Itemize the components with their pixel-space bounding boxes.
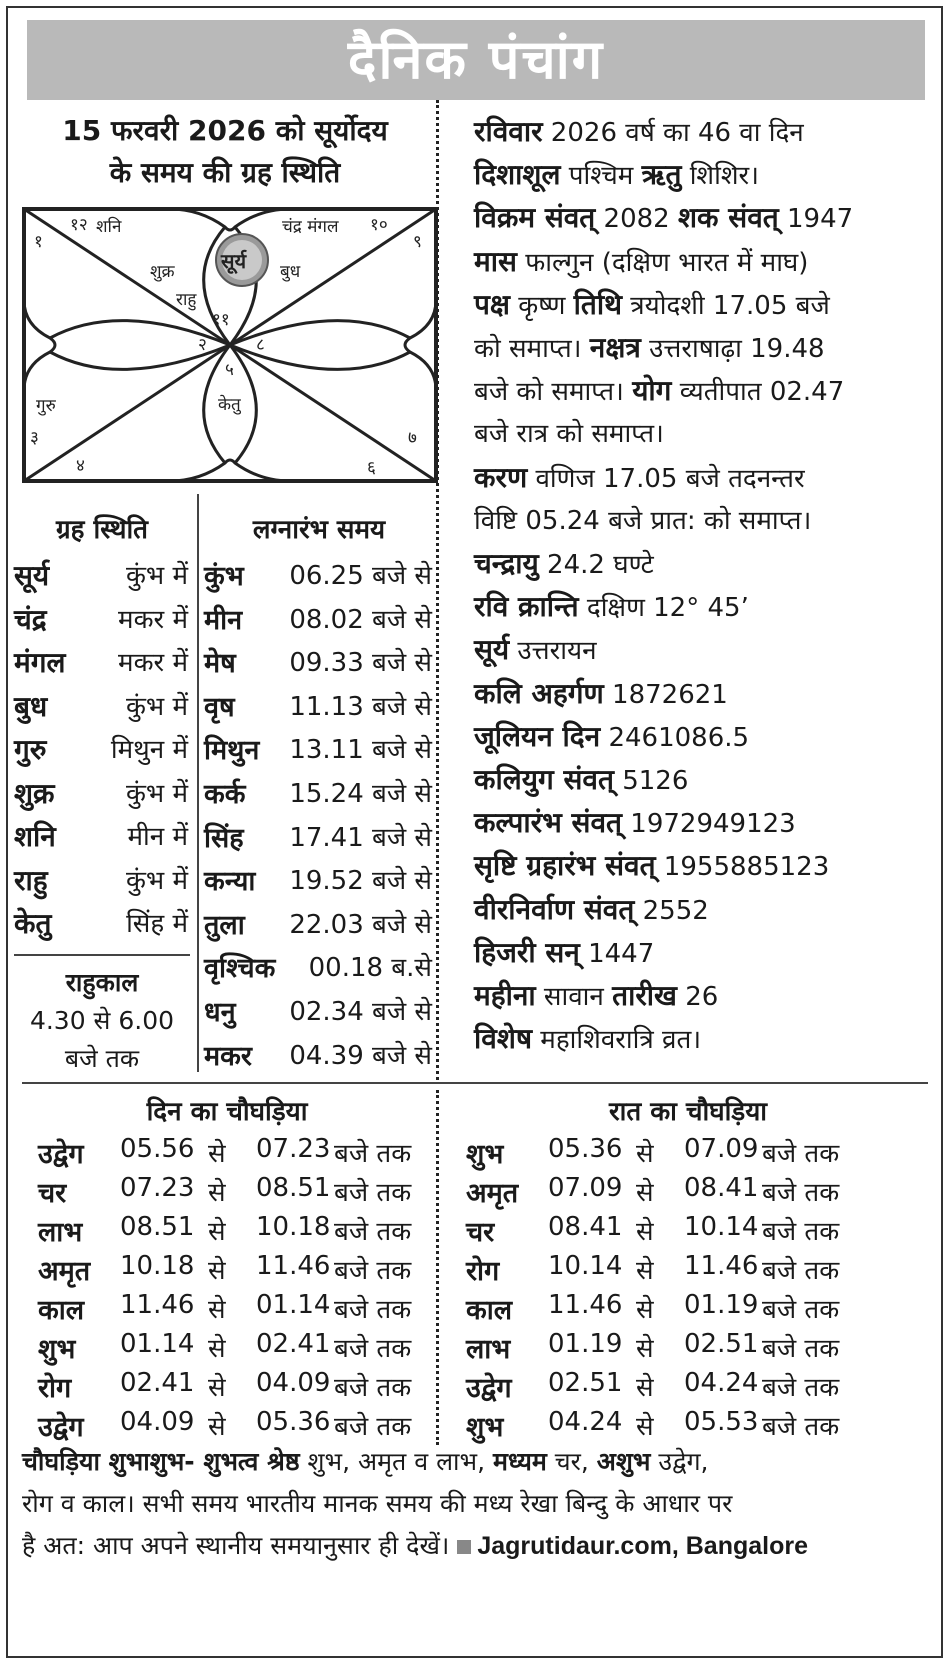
- choghadiya-from: 10.14: [548, 1251, 623, 1281]
- info-key: वीरनिर्वाण संवत्: [474, 892, 635, 926]
- rahukaal-suffix: बजे तक: [64, 1044, 140, 1073]
- graha-rashi: मकर में: [118, 648, 188, 678]
- info-value: 1872621: [603, 679, 728, 710]
- info-row: [474, 544, 654, 582]
- info-row: [474, 501, 811, 537]
- choghadiya-se: से: [208, 1256, 226, 1286]
- lagna-time: 02.34 बजे से: [289, 997, 432, 1027]
- house-10: १०: [370, 215, 388, 235]
- choghadiya-to: 02.51: [684, 1329, 759, 1359]
- info-row: [474, 198, 853, 236]
- choghadiya-se: से: [636, 1139, 654, 1169]
- choghadiya-name: उद्वेग: [466, 1373, 512, 1404]
- info-key: नक्षत्र: [589, 331, 641, 364]
- choghadiya-name: उद्वेग: [38, 1412, 84, 1443]
- choghadiya-name: शुभ: [466, 1412, 504, 1443]
- info-value: 1947: [778, 204, 854, 235]
- graha-planet: शनि: [14, 820, 56, 853]
- graha-rashi: कुंभ में: [125, 691, 188, 722]
- lagna-heading: लग्नारंभ समय: [252, 515, 386, 545]
- planet-h5: केतु: [218, 395, 241, 415]
- lagna-rashi: धनु: [204, 997, 236, 1028]
- lagna-time: 19.52 बजे से: [289, 866, 432, 897]
- page-title: दैनिक पंचांग: [27, 20, 925, 100]
- info-key: कल्पारंभ संवत्: [474, 806, 623, 840]
- footer-key-1: चौघड़िया शुभाशुभ- शुभत्व श्रेष्ठ: [22, 1447, 300, 1476]
- footer-text-3: उद्वेग,: [650, 1447, 709, 1476]
- divider-rahukaal: [14, 954, 190, 956]
- planet-h10: चंद्र मंगल: [282, 217, 339, 237]
- info-row: [474, 933, 654, 971]
- info-key: दिशाशूल: [474, 158, 561, 192]
- info-value: वणिज 17.05 बजे तदनन्तर: [527, 463, 805, 494]
- choghadiya-se: से: [208, 1412, 226, 1442]
- kundli-curve-top: [170, 209, 290, 230]
- choghadiya-from: 11.46: [120, 1290, 195, 1320]
- choghadiya-to: 04.24: [684, 1368, 759, 1398]
- lagna-time: 08.02 बजे से: [289, 604, 432, 635]
- rahukaal-heading: राहुकाल: [65, 968, 139, 997]
- choghadiya-to: 08.41: [684, 1173, 759, 1203]
- choghadiya-se: से: [636, 1373, 654, 1403]
- choghadiya-from: 10.18: [120, 1251, 195, 1281]
- graha-planet: राहु: [14, 863, 48, 897]
- lagna-rashi: मीन: [204, 604, 243, 636]
- chart-heading: [20, 110, 430, 194]
- footer-line-3-text: है अत: आप अपने स्थानीय समयानुसार ही देखें।: [22, 1531, 450, 1560]
- choghadiya-to: 07.23: [256, 1134, 331, 1164]
- choghadiya-se: से: [636, 1412, 654, 1442]
- choghadiya-se: से: [208, 1295, 226, 1325]
- info-value: फाल्गुन (दक्षिण भारत में माघ): [516, 247, 809, 278]
- choghadiya-tak: बजे तक: [762, 1295, 840, 1325]
- info-value: 1955885123: [655, 852, 830, 883]
- graha-planet: शुक्र: [14, 776, 55, 810]
- choghadiya-row: [38, 1212, 458, 1248]
- house-11: ११: [212, 310, 230, 330]
- divider-graha-lagna: [197, 494, 199, 1072]
- choghadiya-tak: बजे तक: [334, 1373, 412, 1403]
- choghadiya-from: 01.19: [548, 1329, 623, 1359]
- info-value: 24.2 घण्टे: [538, 550, 654, 580]
- choghadiya-from: 02.51: [548, 1368, 623, 1398]
- graha-rashi: मिथुन में: [110, 735, 188, 765]
- lagna-rashi: तुला: [204, 909, 245, 941]
- info-key: ऋतु: [641, 158, 682, 192]
- choghadiya-from: 04.09: [120, 1407, 195, 1437]
- info-row: [474, 674, 728, 712]
- info-value: 1972949123: [622, 809, 796, 840]
- choghadiya-to: 10.18: [256, 1212, 331, 1242]
- choghadiya-to: 04.09: [256, 1368, 331, 1398]
- info-row: [474, 414, 664, 450]
- choghadiya-name: शुभ: [38, 1334, 76, 1365]
- lagna-rashi: कुंभ: [204, 561, 244, 592]
- choghadiya-name: काल: [466, 1295, 513, 1326]
- house-7: ७: [408, 428, 417, 448]
- lagna-time: 11.13 बजे से: [289, 691, 432, 722]
- info-row: [474, 112, 804, 150]
- choghadiya-tak: बजे तक: [334, 1412, 412, 1442]
- planet-h11-left: शुक्र: [150, 262, 175, 282]
- choghadiya-name: उद्वेग: [38, 1139, 84, 1170]
- house-6: ६: [367, 458, 376, 478]
- info-row: [474, 458, 805, 496]
- info-row: [474, 717, 749, 755]
- lagna-time: 17.41 बजे से: [289, 822, 432, 853]
- choghadiya-se: से: [636, 1178, 654, 1208]
- choghadiya-to: 02.41: [256, 1329, 331, 1359]
- choghadiya-se: से: [208, 1373, 226, 1403]
- info-row: [474, 630, 597, 668]
- info-value: शिशिर।: [681, 161, 760, 192]
- info-row: [474, 846, 829, 884]
- brand-name: Jagrutidaur.com, Bangalore: [477, 1532, 808, 1560]
- choghadiya-name: रोग: [38, 1373, 72, 1404]
- lagna-time: 06.25 बजे से: [289, 561, 432, 591]
- info-value: सावान: [535, 982, 613, 1012]
- info-value: दक्षिण 12° 45’: [578, 593, 749, 624]
- choghadiya-row: [466, 1407, 886, 1443]
- choghadiya-row: [466, 1173, 886, 1209]
- choghadiya-name: शुभ: [466, 1139, 504, 1170]
- planet-h12: शनि: [96, 217, 122, 237]
- info-row: [474, 328, 825, 366]
- choghadiya-to: 05.53: [684, 1407, 759, 1437]
- graha-rashi: सिंह में: [126, 909, 188, 939]
- kundli-curve-left: [24, 300, 55, 390]
- info-key: कलियुग संवत्: [474, 763, 614, 796]
- lagna-rashi: वृश्चिक: [204, 953, 276, 985]
- choghadiya-tak: बजे तक: [334, 1334, 412, 1364]
- choghadiya-se: से: [208, 1178, 226, 1208]
- info-row: [474, 371, 844, 409]
- lagna-rashi: वृष: [204, 691, 235, 723]
- choghadiya-row: [466, 1329, 886, 1365]
- chart-heading-line1: 15 फरवरी 2026 को सूर्योदय: [62, 114, 388, 147]
- graha-rashi: कुंभ में: [125, 865, 188, 896]
- info-key: सूर्य: [474, 633, 510, 667]
- info-value: त्रयोदशी 17.05 बजे: [622, 290, 830, 321]
- planet-sun: सूर्य: [221, 249, 247, 273]
- info-row: [474, 242, 808, 280]
- lagna-time: 13.11 बजे से: [289, 735, 432, 766]
- choghadiya-from: 08.51: [120, 1212, 195, 1242]
- choghadiya-se: से: [636, 1217, 654, 1247]
- info-value: 2026 वर्ष का 46 वा दिन: [542, 118, 804, 148]
- info-row: [474, 976, 718, 1014]
- choghadiya-row: [38, 1173, 458, 1209]
- choghadiya-row: [466, 1368, 886, 1404]
- choghadiya-tak: बजे तक: [334, 1295, 412, 1325]
- footer-line-2: रोग व काल। सभी समय भारतीय मानक समय की मध्य रेखा बिन्दु के आधार पर: [22, 1489, 733, 1518]
- choghadiya-name: चर: [38, 1178, 67, 1209]
- graha-planet: सूर्य: [14, 559, 50, 592]
- lagna-time: 22.03 बजे से: [289, 909, 432, 940]
- lagna-rashi: कन्या: [204, 866, 256, 898]
- info-row: [474, 803, 796, 841]
- choghadiya-tak: बजे तक: [762, 1256, 840, 1286]
- rahukaal-time: 4.30 से 6.00: [29, 1006, 175, 1035]
- choghadiya-tak: बजे तक: [762, 1178, 840, 1208]
- info-value: 1447: [579, 938, 655, 969]
- info-key: करण: [474, 460, 528, 494]
- info-value: 2082: [595, 204, 678, 235]
- choghadiya-to: 08.51: [256, 1173, 331, 1203]
- lagna-time: 15.24 बजे से: [289, 779, 432, 809]
- choghadiya-to: 01.14: [256, 1290, 331, 1320]
- choghadiya-se: से: [636, 1334, 654, 1364]
- choghadiya-row: [466, 1251, 886, 1287]
- footer-text-1: शुभ, अमृत व लाभ,: [299, 1447, 493, 1476]
- info-row: [474, 587, 749, 625]
- info-key: महीना: [474, 979, 536, 1012]
- choghadiya-tak: बजे तक: [334, 1139, 412, 1169]
- night-choghadiya-heading: रात का चौघड़िया: [608, 1097, 768, 1127]
- info-key: रविवार: [474, 115, 543, 148]
- choghadiya-to: 11.46: [256, 1251, 331, 1281]
- info-row: [474, 760, 688, 798]
- info-key: विक्रम संवत्: [474, 201, 596, 235]
- house-9: ९: [413, 232, 422, 252]
- choghadiya-row: [38, 1368, 458, 1404]
- lagna-rashi: कर्क: [204, 779, 246, 810]
- info-value: बजे रात्र को समाप्त।: [474, 419, 664, 450]
- planet-h3: गुरु: [36, 396, 56, 416]
- graha-planet: बुध: [14, 689, 48, 723]
- house-3: ३: [30, 428, 39, 448]
- choghadiya-from: 05.36: [548, 1134, 623, 1164]
- choghadiya-to: 10.14: [684, 1212, 759, 1242]
- lagna-time: 09.33 बजे से: [289, 648, 432, 679]
- house-1: १: [34, 232, 43, 252]
- choghadiya-name: अमृत: [38, 1256, 91, 1287]
- house-12: १२: [70, 215, 88, 235]
- info-key: हिजरी सन्: [474, 935, 580, 969]
- house-4: ४: [76, 456, 85, 476]
- choghadiya-tak: बजे तक: [762, 1334, 840, 1364]
- graha-rashi: मकर में: [118, 604, 188, 635]
- graha-rashi: कुंभ में: [125, 778, 188, 809]
- info-value: महाशिवरात्रि व्रत।: [532, 1025, 702, 1056]
- choghadiya-to: 07.09: [684, 1134, 759, 1164]
- lagna-rashi: सिंह: [204, 822, 244, 854]
- info-key: चन्द्रायु: [474, 547, 539, 580]
- choghadiya-row: [466, 1290, 886, 1326]
- kundli-chart: [20, 205, 440, 485]
- house-8: ८: [256, 335, 265, 355]
- choghadiya-tak: बजे तक: [762, 1373, 840, 1403]
- info-key: सृष्टि ग्रहारंभ संवत्: [474, 849, 656, 883]
- choghadiya-tak: बजे तक: [334, 1256, 412, 1286]
- choghadiya-row: [38, 1134, 458, 1170]
- info-value: व्यतीपात 02.47: [671, 377, 845, 408]
- choghadiya-from: 01.14: [120, 1329, 195, 1359]
- planet-h11-bottom: राहु: [176, 290, 197, 310]
- rahukaal-box: [14, 964, 190, 1078]
- choghadiya-row: [38, 1407, 458, 1443]
- choghadiya-tak: बजे तक: [762, 1139, 840, 1169]
- choghadiya-name: अमृत: [466, 1178, 519, 1209]
- info-value: 2552: [634, 895, 709, 926]
- lagna-rashi: मेष: [204, 648, 236, 680]
- lagna-rashi: मिथुन: [204, 735, 260, 767]
- info-row: [474, 1019, 701, 1057]
- brand-square-icon: [457, 1540, 471, 1554]
- graha-planet: मंगल: [14, 646, 66, 679]
- info-value: कृष्ण: [509, 290, 574, 321]
- choghadiya-name: लाभ: [38, 1217, 83, 1248]
- footer-line-1: [22, 1442, 932, 1482]
- footer-key-2: मध्यम: [493, 1447, 547, 1476]
- info-row: [474, 890, 709, 928]
- planet-h11-right: बुध: [280, 262, 301, 282]
- info-key: विशेष: [474, 1022, 533, 1056]
- info-key: पक्ष: [474, 287, 510, 321]
- info-value: 2461086.5: [600, 722, 750, 753]
- footer-text-2: चर,: [546, 1447, 597, 1476]
- info-key: शक संवत्: [677, 201, 779, 235]
- day-choghadiya-heading: दिन का चौघड़िया: [146, 1097, 308, 1127]
- graha-planet: चंद्र: [14, 602, 47, 636]
- choghadiya-name: रोग: [466, 1256, 500, 1287]
- info-value: पश्चिम: [560, 161, 642, 192]
- graha-planet: केतु: [14, 907, 52, 940]
- house-5: ५: [225, 360, 234, 380]
- choghadiya-to: 01.19: [684, 1290, 759, 1320]
- choghadiya-name: लाभ: [466, 1334, 511, 1365]
- house-2: २: [198, 335, 207, 355]
- divider-choghadiya: [22, 1082, 928, 1084]
- lagna-time: 04.39 बजे से: [289, 1040, 432, 1071]
- info-value: उत्तराषाढ़ा 19.48: [640, 334, 825, 364]
- choghadiya-se: से: [208, 1334, 226, 1364]
- kundli-curve-bottom: [170, 460, 290, 481]
- info-value: उत्तरायन: [509, 636, 597, 667]
- info-key: तिथि: [573, 287, 623, 321]
- info-key: जूलियन दिन: [474, 719, 601, 753]
- info-value: विष्टि 05.24 बजे प्रात: को समाप्त।: [474, 505, 812, 536]
- choghadiya-name: काल: [38, 1295, 85, 1326]
- choghadiya-to: 11.46: [684, 1251, 759, 1281]
- info-key: तारीख: [612, 979, 677, 1012]
- choghadiya-name: चर: [466, 1217, 495, 1248]
- choghadiya-from: 08.41: [548, 1212, 623, 1242]
- choghadiya-from: 05.56: [120, 1134, 195, 1164]
- choghadiya-se: से: [636, 1295, 654, 1325]
- info-value: 26: [676, 982, 719, 1012]
- choghadiya-row: [38, 1290, 458, 1326]
- choghadiya-tak: बजे तक: [334, 1217, 412, 1247]
- divider-dotted-main: [436, 100, 439, 1080]
- choghadiya-to: 05.36: [256, 1407, 331, 1437]
- choghadiya-row: [466, 1212, 886, 1248]
- info-key: मास: [474, 244, 517, 278]
- choghadiya-from: 07.23: [120, 1173, 195, 1203]
- info-value: बजे को समाप्त।: [474, 377, 633, 408]
- choghadiya-row: [466, 1134, 886, 1170]
- choghadiya-tak: बजे तक: [762, 1412, 840, 1442]
- choghadiya-tak: बजे तक: [762, 1217, 840, 1247]
- kundli-curve-right: [405, 300, 436, 390]
- choghadiya-tak: बजे तक: [334, 1178, 412, 1208]
- footer-line-3: [22, 1526, 932, 1566]
- info-value: को समाप्त।: [474, 334, 590, 364]
- info-value: 5126: [613, 766, 689, 796]
- choghadiya-se: से: [208, 1139, 226, 1169]
- choghadiya-row: [38, 1329, 458, 1365]
- graha-rashi: कुंभ में: [125, 561, 188, 591]
- graha-rashi: मीन में: [127, 822, 188, 852]
- choghadiya-row: [38, 1251, 458, 1287]
- choghadiya-se: से: [636, 1256, 654, 1286]
- choghadiya-from: 04.24: [548, 1407, 623, 1437]
- info-key: योग: [632, 374, 672, 408]
- info-key: रवि क्रान्ति: [474, 590, 579, 624]
- lagna-rashi: मकर: [204, 1040, 252, 1072]
- info-row: [474, 285, 830, 323]
- info-row: [474, 155, 759, 193]
- choghadiya-from: 11.46: [548, 1290, 623, 1320]
- footer-key-3: अशुभ: [596, 1447, 651, 1476]
- chart-heading-line2: के समय की ग्रह स्थिति: [109, 156, 341, 189]
- graha-planet: गुरु: [14, 733, 47, 766]
- lagna-time: 00.18 ब.से: [308, 953, 432, 984]
- choghadiya-se: से: [208, 1217, 226, 1247]
- choghadiya-from: 07.09: [548, 1173, 623, 1203]
- graha-heading: ग्रह स्थिति: [55, 515, 149, 545]
- info-key: कलि अहर्गण: [474, 676, 604, 710]
- choghadiya-from: 02.41: [120, 1368, 195, 1398]
